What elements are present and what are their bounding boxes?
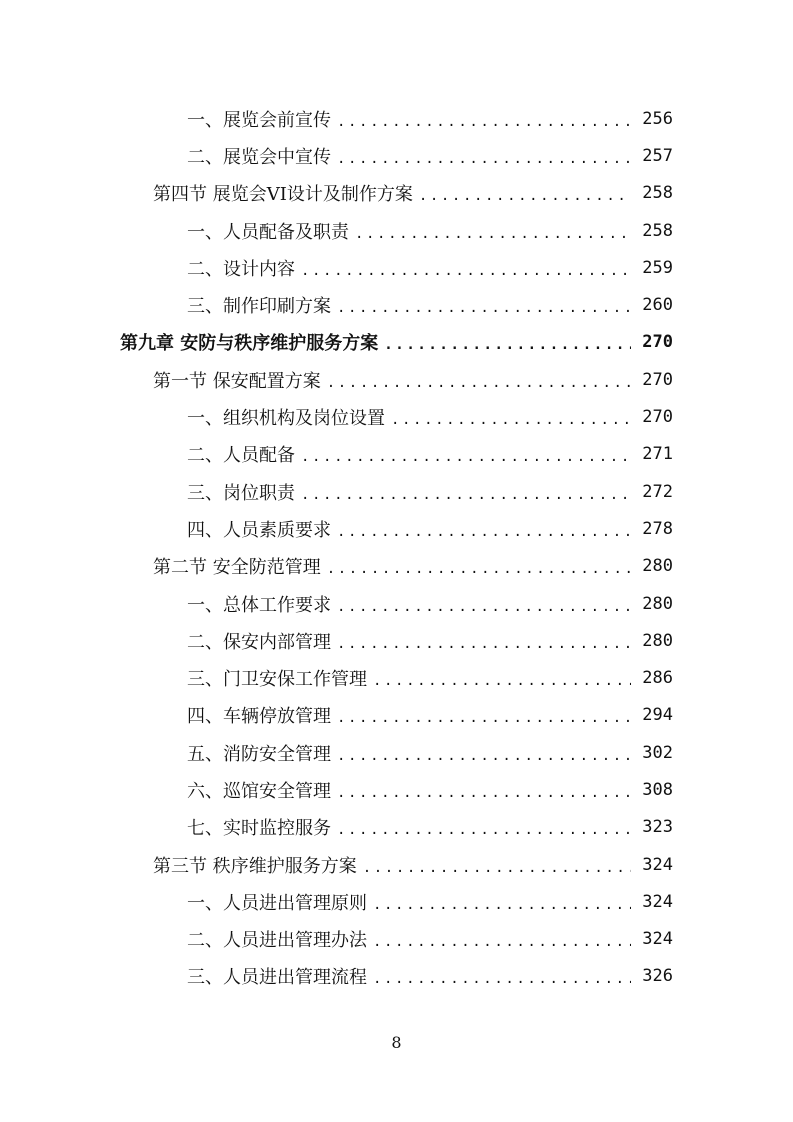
toc-leader-dots xyxy=(301,264,631,278)
toc-leader-dots xyxy=(419,189,631,203)
toc-entry-page: 270 xyxy=(642,332,673,353)
toc-entry-label: 四、车辆停放管理 xyxy=(187,706,331,728)
toc-entry-page: 323 xyxy=(642,817,673,838)
toc-leader-dots xyxy=(301,488,631,502)
toc-entry-page: 324 xyxy=(642,891,673,912)
toc-entry-page: 302 xyxy=(642,742,673,763)
toc-section-entry[interactable] xyxy=(0,846,793,883)
toc-entry[interactable] xyxy=(0,921,793,958)
toc-entry-label: 二、展览会中宣传 xyxy=(187,146,331,168)
toc-entry-label: 七、实时监控服务 xyxy=(187,818,331,840)
toc-entry-page: 326 xyxy=(642,966,673,987)
toc-entry-label: 四、人员素质要求 xyxy=(187,519,331,541)
toc-entry[interactable] xyxy=(0,137,793,174)
toc-entry[interactable] xyxy=(0,100,793,137)
toc-entry-label: 二、人员配备 xyxy=(187,445,295,467)
toc-entry-label: 一、组织机构及岗位设置 xyxy=(187,408,385,430)
toc-entry-page: 280 xyxy=(642,593,673,614)
toc-leader-dots xyxy=(327,562,631,576)
toc-leader-dots xyxy=(337,637,631,651)
toc-entry[interactable] xyxy=(0,585,793,622)
toc-entry[interactable] xyxy=(0,286,793,323)
toc-entry-page: 324 xyxy=(642,854,673,875)
toc-entry-label: 第一节 保安配置方案 xyxy=(153,370,321,392)
toc-entry-page: 271 xyxy=(642,444,673,465)
toc-entry-page: 324 xyxy=(642,929,673,950)
toc-entry[interactable] xyxy=(0,510,793,547)
toc-entry-label: 三、人员进出管理流程 xyxy=(187,967,367,989)
toc-entry[interactable] xyxy=(0,697,793,734)
toc-leader-dots xyxy=(337,786,631,800)
toc-chapter-entry[interactable] xyxy=(0,324,793,361)
toc-leader-dots xyxy=(373,972,631,986)
toc-section-entry[interactable] xyxy=(0,361,793,398)
toc-entry-label: 一、人员进出管理原则 xyxy=(187,892,367,914)
toc-leader-dots xyxy=(337,600,631,614)
toc-entry[interactable] xyxy=(0,809,793,846)
toc-leader-dots xyxy=(337,749,631,763)
toc-entry[interactable] xyxy=(0,734,793,771)
toc-entry-label: 第二节 安全防范管理 xyxy=(153,557,321,579)
page-number: 8 xyxy=(391,1033,402,1052)
toc-entry-page: 278 xyxy=(642,518,673,539)
toc-entry[interactable] xyxy=(0,622,793,659)
toc-entry-label: 第三节 秩序维护服务方案 xyxy=(153,855,357,877)
toc-entry-page: 257 xyxy=(642,145,673,166)
toc-entry[interactable] xyxy=(0,249,793,286)
toc-entry-label: 一、总体工作要求 xyxy=(187,594,331,616)
toc-entry-label: 一、人员配备及职责 xyxy=(187,221,349,243)
toc-leader-dots xyxy=(373,674,631,688)
toc-leader-dots xyxy=(384,338,631,352)
toc-entry[interactable] xyxy=(0,659,793,696)
toc-entry-page: 259 xyxy=(642,257,673,278)
toc-entry-label: 三、门卫安保工作管理 xyxy=(187,669,367,691)
toc-leader-dots xyxy=(327,376,631,390)
toc-leader-dots xyxy=(337,525,631,539)
toc-entry-page: 270 xyxy=(642,369,673,390)
toc-entry-page: 280 xyxy=(642,630,673,651)
toc-entry-label: 二、保安内部管理 xyxy=(187,631,331,653)
toc-entry-label: 五、消防安全管理 xyxy=(187,743,331,765)
toc-leader-dots xyxy=(337,152,631,166)
toc-entry-page: 294 xyxy=(642,705,673,726)
toc-section-entry[interactable] xyxy=(0,175,793,212)
toc-entry[interactable] xyxy=(0,398,793,435)
toc-leader-dots xyxy=(337,115,631,129)
toc-entry-label: 三、岗位职责 xyxy=(187,482,295,504)
toc-entry-label: 六、巡馆安全管理 xyxy=(187,780,331,802)
toc-entry-label: 三、制作印刷方案 xyxy=(187,296,331,318)
toc-entry-page: 270 xyxy=(642,407,673,428)
toc-entry[interactable] xyxy=(0,473,793,510)
toc-entry-page: 308 xyxy=(642,779,673,800)
toc-leader-dots xyxy=(373,898,631,912)
toc-entry-page: 272 xyxy=(642,481,673,502)
toc-leader-dots xyxy=(337,823,631,837)
toc-leader-dots xyxy=(373,935,631,949)
toc-entry-page: 286 xyxy=(642,668,673,689)
toc-leader-dots xyxy=(337,711,631,725)
toc-entry-page: 280 xyxy=(642,556,673,577)
toc-entry-label: 第四节 展览会VI设计及制作方案 xyxy=(153,184,413,206)
toc-entry-label: 第九章 安防与秩序维护服务方案 xyxy=(120,333,379,355)
toc-entry[interactable] xyxy=(0,771,793,808)
toc-entry-page: 260 xyxy=(642,295,673,316)
toc-entry-label: 二、设计内容 xyxy=(187,258,295,280)
toc-leader-dots xyxy=(337,301,631,315)
toc-leader-dots xyxy=(391,413,631,427)
toc-leader-dots xyxy=(363,861,631,875)
table-of-contents xyxy=(0,100,793,995)
toc-entry-page: 256 xyxy=(642,108,673,129)
toc-entry-label: 一、展览会前宣传 xyxy=(187,109,331,131)
toc-entry-page: 258 xyxy=(642,220,673,241)
toc-leader-dots xyxy=(355,227,631,241)
toc-entry[interactable] xyxy=(0,212,793,249)
toc-entry[interactable] xyxy=(0,436,793,473)
toc-entry[interactable] xyxy=(0,958,793,995)
toc-section-entry[interactable] xyxy=(0,548,793,585)
toc-leader-dots xyxy=(301,450,631,464)
toc-entry-page: 258 xyxy=(642,183,673,204)
toc-entry[interactable] xyxy=(0,883,793,920)
toc-entry-label: 二、人员进出管理办法 xyxy=(187,930,367,952)
